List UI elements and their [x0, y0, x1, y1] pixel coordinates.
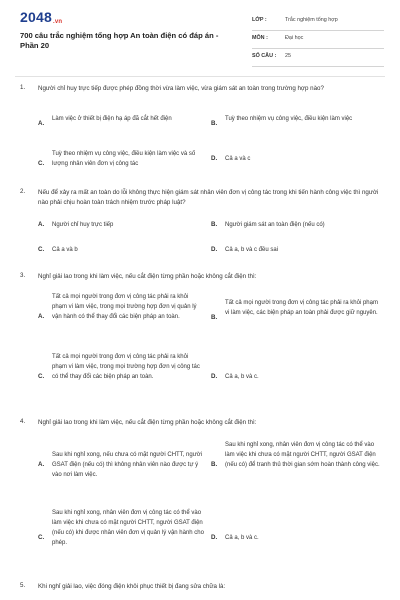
question-number: 1. [20, 84, 26, 91]
option-text: Người chỉ huy trực tiếp [52, 222, 114, 228]
option-letter: A. [38, 313, 45, 320]
question-text: Nếu để xảy ra mất an toàn do lỗi không thực hiện giám sát nhân viên đơn vị công tác trong khi tiến hành công việc thì người nào phải chịu hoàn toàn trách nhiệm trước pháp luật? [38, 189, 379, 206]
meta-table [252, 13, 384, 67]
document-title: 700 câu trắc nghiệm tổng hợp An toàn điện có đáp án - Phần 20 [20, 31, 219, 50]
option-letter: D. [211, 534, 218, 541]
option-text: Tuỳ theo nhiệm vụ công việc, điều kiện làm việc [225, 116, 353, 122]
option-letter: C. [38, 160, 45, 167]
option-text: Sau khi nghỉ xong, nhân viên đơn vị công tác có thể vào làm việc khi chưa có mặt người CHTT, người GSAT điện (nếu có) khi được nhân viên đơn vị quản lý vận hành cho phép. [52, 510, 204, 546]
meta-row-subject [252, 31, 384, 49]
option-letter: B. [211, 221, 218, 228]
question-text: Người chỉ huy trực tiếp được phép đồng thời vừa làm việc, vừa giám sát an toàn trong trường hợp nào? [38, 85, 324, 92]
option-text: Tất cả mọi người trong đơn vị công tác phải ra khỏi phạm vi làm việc, trong mọi trường hợp đơn vị công tác có thể thay đổi các biện pháp an toàn. [52, 354, 200, 380]
option-letter: A. [38, 120, 45, 127]
meta-value: Trắc nghiệm tổng hợp [285, 17, 338, 23]
option-text: Cả a và c [225, 156, 251, 162]
option-letter: C. [38, 373, 45, 380]
question-text: Nghỉ giải lao trong khi làm việc, nếu cắt điện từng phần hoặc không cắt điện thì: [38, 273, 257, 280]
question-number: 5. [20, 582, 26, 589]
option-text: Cả a, b và c. [225, 535, 259, 541]
option-text: Tất cả mọi người trong đơn vị công tác phải ra khỏi phạm vi làm việc, các biện pháp an toàn phải được giữ nguyên. [225, 300, 378, 316]
option-text: Người giám sát an toàn điện (nếu có) [225, 222, 325, 228]
option-letter: D. [211, 246, 218, 253]
option-text: Cả a, b và c. [225, 374, 259, 380]
meta-label: LỚP : [252, 17, 267, 23]
site-logo[interactable] [20, 9, 62, 25]
header [0, 0, 400, 72]
option-text: Sau khi nghỉ xong, nhân viên đơn vị công tác có thể vào làm việc khi chưa có mặt người CHTT, người GSAT điện (nếu có) để tranh thủ thời gian sớm hoàn thành công việc. [225, 442, 380, 468]
option-text: Tuỳ theo nhiệm vụ công việc, điều kiện làm việc và số lượng nhân viên đơn vị công tác [52, 151, 196, 167]
question-number: 2. [20, 188, 26, 195]
meta-label: SỐ CÂU : [252, 53, 277, 59]
question-number: 4. [20, 418, 26, 425]
logo-text: 2048 [20, 9, 52, 25]
meta-row-count [252, 49, 384, 67]
meta-row-class [252, 13, 384, 31]
option-letter: D. [211, 155, 218, 162]
option-text: Sau khi nghỉ xong, nếu chưa có mặt người CHTT, người GSAT điện (nếu có) thì không nhân viên nào được tự ý vào nơi làm việc. [52, 452, 202, 478]
option-letter: A. [38, 461, 45, 468]
option-letter: C. [38, 246, 45, 253]
meta-value: Đại học [285, 35, 304, 41]
option-letter: D. [211, 373, 218, 380]
header-divider [15, 76, 385, 77]
logo-suffix: .vn [52, 19, 63, 25]
option-letter: A. [38, 221, 45, 228]
option-text: Cả a và b [52, 247, 78, 253]
question-text: Nghỉ giải lao trong khi làm việc, nếu cắt điện từng phần hoặc không cắt điện thì: [38, 419, 257, 426]
meta-label: MÔN : [252, 35, 268, 41]
question-text: Khi nghỉ giải lao, việc đóng điện khôi phục thiết bị đang sửa chữa là: [38, 583, 226, 590]
question-number: 3. [20, 272, 26, 279]
option-letter: B. [211, 120, 218, 127]
meta-value: 25 [285, 53, 291, 59]
option-text: Cả a, b và c đều sai [225, 247, 279, 253]
option-text: Làm việc ở thiết bị điện hạ áp đã cắt hết điện [52, 116, 172, 122]
option-letter: C. [38, 534, 45, 541]
option-letter: B. [211, 461, 218, 468]
option-text: Tất cả mọi người trong đơn vị công tác phải ra khỏi phạm vi làm việc, trong mọi trường hợp đơn vị quản lý vận hành có thể thay đổi các biện pháp an toàn. [52, 294, 197, 320]
option-letter: B. [211, 314, 218, 321]
